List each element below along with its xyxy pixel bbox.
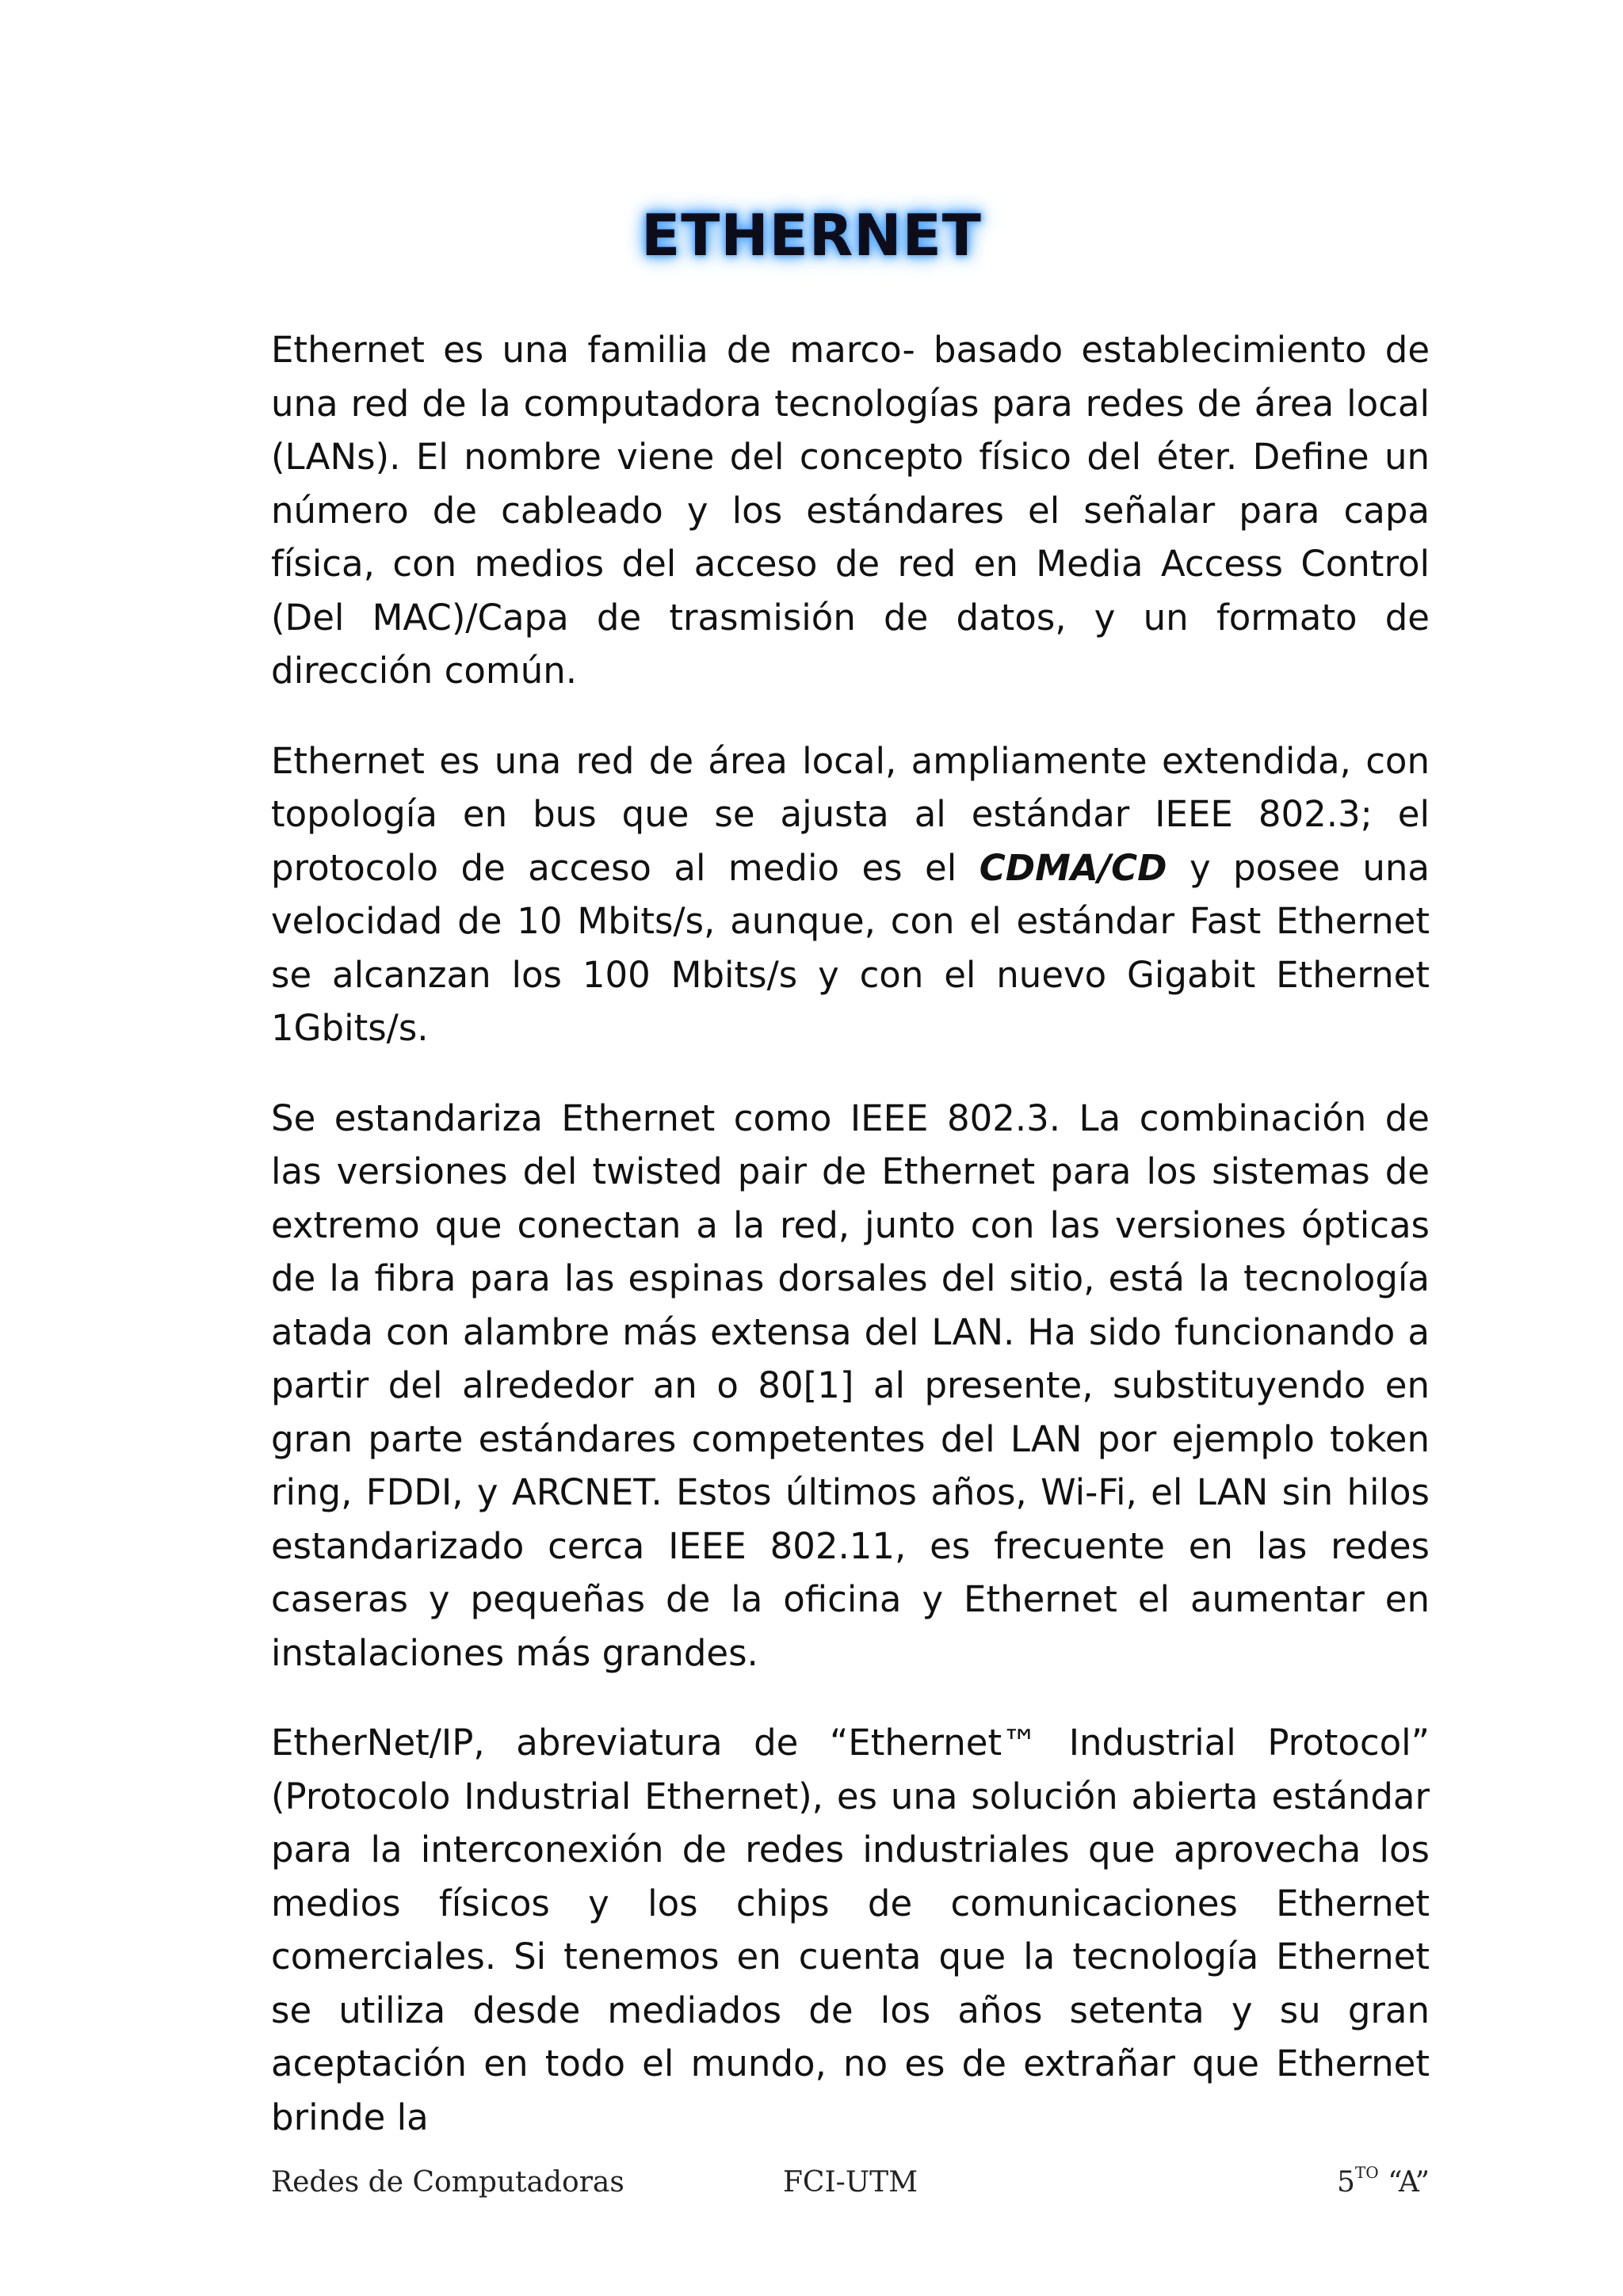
footer-class-suffix: TO xyxy=(1354,2163,1379,2182)
paragraph-1: Ethernet es una familia de marco- basado establecimiento de una red de la computadora tecnologías para redes de área local (LANs). El nombre viene del concepto físico del éter. Define un número de cableado y los estándares el señalar para capa física, con medios del acceso de red en Media Access Control (Del MAC)/Capa de trasmisión de datos, y un formato de dirección común. xyxy=(271,329,1430,692)
footer-institution: FCI-UTM xyxy=(782,2166,918,2199)
footer-class-number: 5 xyxy=(1337,2166,1355,2199)
paragraph-4: EtherNet/IP, abreviatura de “Ethernet™ Industrial Protocol” (Protocolo Industrial Ethernet), es una solución abierta estándar para la interconexión de redes industriales que aprovecha los medios físicos y los chips de comunicaciones Ethernet comerciales. Si tenemos en cuenta que la tecnología Ethernet se utiliza desde mediados de los años setenta y su gran aceptación en todo el mundo, no es de extrañar que Ethernet brinde la xyxy=(271,1722,1430,2138)
page-footer xyxy=(271,2163,1430,2199)
paragraph-2 xyxy=(271,734,1430,1055)
paragraph-2-text-start: Ethernet es una red de área local, ampliamente extendida, con topología en bus que se ajusta al estándar IEEE 802.3; el protocolo de acceso al medio es el xyxy=(271,739,1430,889)
footer-class-group: “A” xyxy=(1388,2166,1430,2199)
footer-course: Redes de Computadoras xyxy=(271,2166,624,2199)
paragraph-2-emphasis: CDMA/CD xyxy=(979,846,1167,889)
page-title: ETHERNET xyxy=(641,202,982,269)
paragraph-3: Se estandariza Ethernet como IEEE 802.3. La combinación de las versiones del twisted pair de Ethernet para los sistemas de extremo que conectan a la red, junto con las versiones ópticas de la fibra para las espinas dorsales del sitio, está la tecnología atada con alambre más extensa del LAN. Ha sido funcionando a partir del alrededor an o 80[1] al presente, substituyendo en gran parte estándares competentes del LAN por ejemplo token ring, FDDI, y ARCNET. Estos últimos años, Wi-Fi, el LAN sin hilos estandarizado cerca IEEE 802.11, es frecuente en las redes caseras y pequeñas de la oficina y Ethernet el aumentar en instalaciones más grandes. xyxy=(271,1097,1430,1674)
body-text xyxy=(271,323,1430,2180)
paragraph-2-text-end: y posee una velocidad de 10 Mbits/s, aunque, con el estándar Fast Ethernet se alcanzan los 100 Mbits/s y con el nuevo Gigabit Ethernet 1Gbits/s. xyxy=(271,846,1430,1049)
